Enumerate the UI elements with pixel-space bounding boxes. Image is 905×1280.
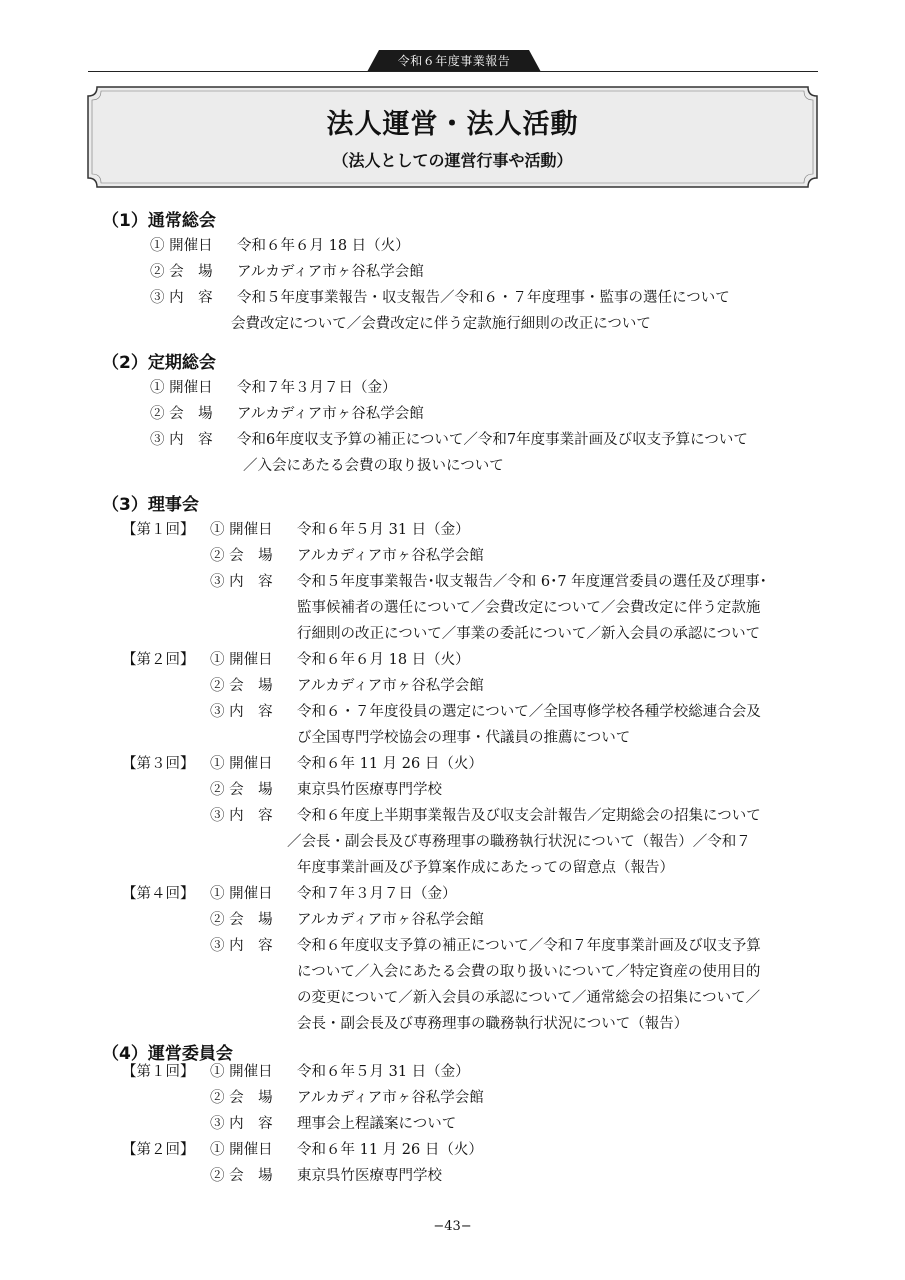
meeting-round: 【第１回】 xyxy=(122,1064,195,1080)
header-tab-label: 令和６年度事業報告 xyxy=(397,54,511,68)
list-item xyxy=(150,235,410,257)
item-label: ① 開催日 xyxy=(150,380,213,396)
item-value: 令和６年５月 31 日（金） xyxy=(297,1064,470,1080)
list-item xyxy=(150,403,424,425)
meeting-round: 【第２回】 xyxy=(122,652,195,668)
item-value: 令和７年３月７日（金） xyxy=(297,886,457,902)
list-item xyxy=(210,701,761,723)
item-value: 令和６年度収支予算の補正について／令和７年度事業計画及び収支予算 xyxy=(297,938,761,954)
item-value: 東京呉竹医療専門学校 xyxy=(297,782,442,798)
item-label: ② 会 場 xyxy=(210,678,273,694)
section-heading-regular-meeting: （2）定期総会 xyxy=(102,353,216,373)
item-value: アルカディア市ヶ谷私学会館 xyxy=(297,548,484,564)
item-label: ② 会 場 xyxy=(210,782,273,798)
list-item xyxy=(150,287,730,309)
item-value: 令和６年度上半期事業報告及び収支会計報告／定期総会の招集について xyxy=(297,808,761,824)
item-label: ② 会 場 xyxy=(210,1168,273,1184)
list-item xyxy=(150,261,424,283)
list-item xyxy=(210,519,470,541)
section-heading-board-meeting: （3）理事会 xyxy=(102,495,199,515)
list-item xyxy=(210,909,484,931)
page-subtitle: （法人としての運営行事や活動） xyxy=(332,151,573,170)
item-label: ① 開催日 xyxy=(210,1142,273,1158)
meeting-round: 【第４回】 xyxy=(122,886,195,902)
list-item xyxy=(210,1165,442,1187)
page-number: −43− xyxy=(433,1219,472,1234)
list-item xyxy=(210,545,484,567)
list-item xyxy=(150,377,397,399)
item-label: ③ 内 容 xyxy=(210,1116,273,1132)
list-item xyxy=(210,753,483,775)
item-label: ③ 内 容 xyxy=(210,704,273,720)
item-label: ② 会 場 xyxy=(150,406,213,422)
item-value: 令和６年６月 18 日（火） xyxy=(297,652,470,668)
item-label: ② 会 場 xyxy=(210,912,273,928)
item-label: ① 開催日 xyxy=(210,652,273,668)
item-value: 令和５年度事業報告･収支報告／令和 6･7 年度運営委員の選任及び理事･ xyxy=(297,574,767,590)
list-item xyxy=(210,805,761,827)
list-item xyxy=(210,883,457,905)
item-label: ② 会 場 xyxy=(210,548,273,564)
item-value-continued: の変更について／新入会員の承認について／通常総会の招集について／ xyxy=(297,990,761,1006)
item-value: 令和６・７年度役員の選定について／全国専修学校各種学校総連合会及 xyxy=(297,704,761,720)
section-heading-general-meeting: （1）通常総会 xyxy=(102,211,216,231)
item-value: 東京呉竹医療専門学校 xyxy=(297,1168,442,1184)
list-item xyxy=(210,935,761,957)
item-value: アルカディア市ヶ谷私学会館 xyxy=(297,912,484,928)
meeting-round: 【第３回】 xyxy=(122,756,195,772)
item-label: ① 開催日 xyxy=(210,756,273,772)
item-value: 令和６年 11 月 26 日（火） xyxy=(297,1142,483,1158)
meeting-round: 【第２回】 xyxy=(122,1142,195,1158)
list-item xyxy=(210,649,470,671)
item-value: 令和６年 11 月 26 日（火） xyxy=(297,756,483,772)
item-value-continued: 会費改定について／会費改定に伴う定款施行細則の改正について xyxy=(231,316,651,332)
list-item xyxy=(210,571,767,593)
item-label: ③ 内 容 xyxy=(150,432,213,448)
header-rule xyxy=(88,71,818,72)
item-value-continued: び全国専門学校協会の理事・代議員の推薦について xyxy=(297,730,631,746)
item-label: ① 開催日 xyxy=(210,886,273,902)
item-value: 令和７年３月７日（金） xyxy=(237,380,397,396)
list-item xyxy=(210,779,442,801)
list-item xyxy=(210,1061,470,1083)
list-item xyxy=(150,429,748,451)
item-value: 令和５年度事業報告・収支報告／令和６・７年度理事・監事の選任について xyxy=(237,290,730,306)
item-value-continued: ／会長・副会長及び専務理事の職務執行状況について（報告）／令和７ xyxy=(287,834,751,850)
item-label: ② 会 場 xyxy=(210,1090,273,1106)
item-value-continued: 会長・副会長及び専務理事の職務執行状況について（報告） xyxy=(297,1016,689,1032)
item-label: ② 会 場 xyxy=(150,264,213,280)
item-label: ① 開催日 xyxy=(150,238,213,254)
list-item xyxy=(210,1139,483,1161)
item-label: ① 開催日 xyxy=(210,1064,273,1080)
item-value: 令和６年５月 31 日（金） xyxy=(297,522,470,538)
list-item xyxy=(210,675,484,697)
item-label: ③ 内 容 xyxy=(210,574,273,590)
item-value: アルカディア市ヶ谷私学会館 xyxy=(237,406,424,422)
item-value: アルカディア市ヶ谷私学会館 xyxy=(297,678,484,694)
list-item xyxy=(210,1113,456,1135)
item-label: ③ 内 容 xyxy=(210,808,273,824)
page-title: 法人運営・法人活動 xyxy=(326,109,579,140)
item-value-continued: について／入会にあたる会費の取り扱いについて／特定資産の使用目的 xyxy=(297,964,761,980)
item-value: 理事会上程議案について xyxy=(297,1116,457,1132)
item-value-continued: 監事候補者の選任について／会費改定について／会費改定に伴う定款施 xyxy=(297,600,761,616)
header-tab xyxy=(367,50,541,72)
item-label: ① 開催日 xyxy=(210,522,273,538)
item-value: 令和6年度収支予算の補正について／令和7年度事業計画及び収支予算について xyxy=(237,432,748,448)
item-value-continued: 年度事業計画及び予算案作成にあたっての留意点（報告） xyxy=(297,860,674,876)
item-value-continued: ／入会にあたる会費の取り扱いについて xyxy=(243,458,504,474)
item-value-continued: 行細則の改正について／事業の委託について／新入会員の承認について xyxy=(297,626,761,642)
item-value: アルカディア市ヶ谷私学会館 xyxy=(297,1090,484,1106)
item-label: ③ 内 容 xyxy=(150,290,213,306)
item-value: 令和６年６月 18 日（火） xyxy=(237,238,410,254)
meeting-round: 【第１回】 xyxy=(122,522,195,538)
list-item xyxy=(210,1087,484,1109)
item-label: ③ 内 容 xyxy=(210,938,273,954)
item-value: アルカディア市ヶ谷私学会館 xyxy=(237,264,424,280)
title-box xyxy=(85,84,820,190)
section-heading-steering-committee: （4）運営委員会 xyxy=(102,1044,233,1064)
